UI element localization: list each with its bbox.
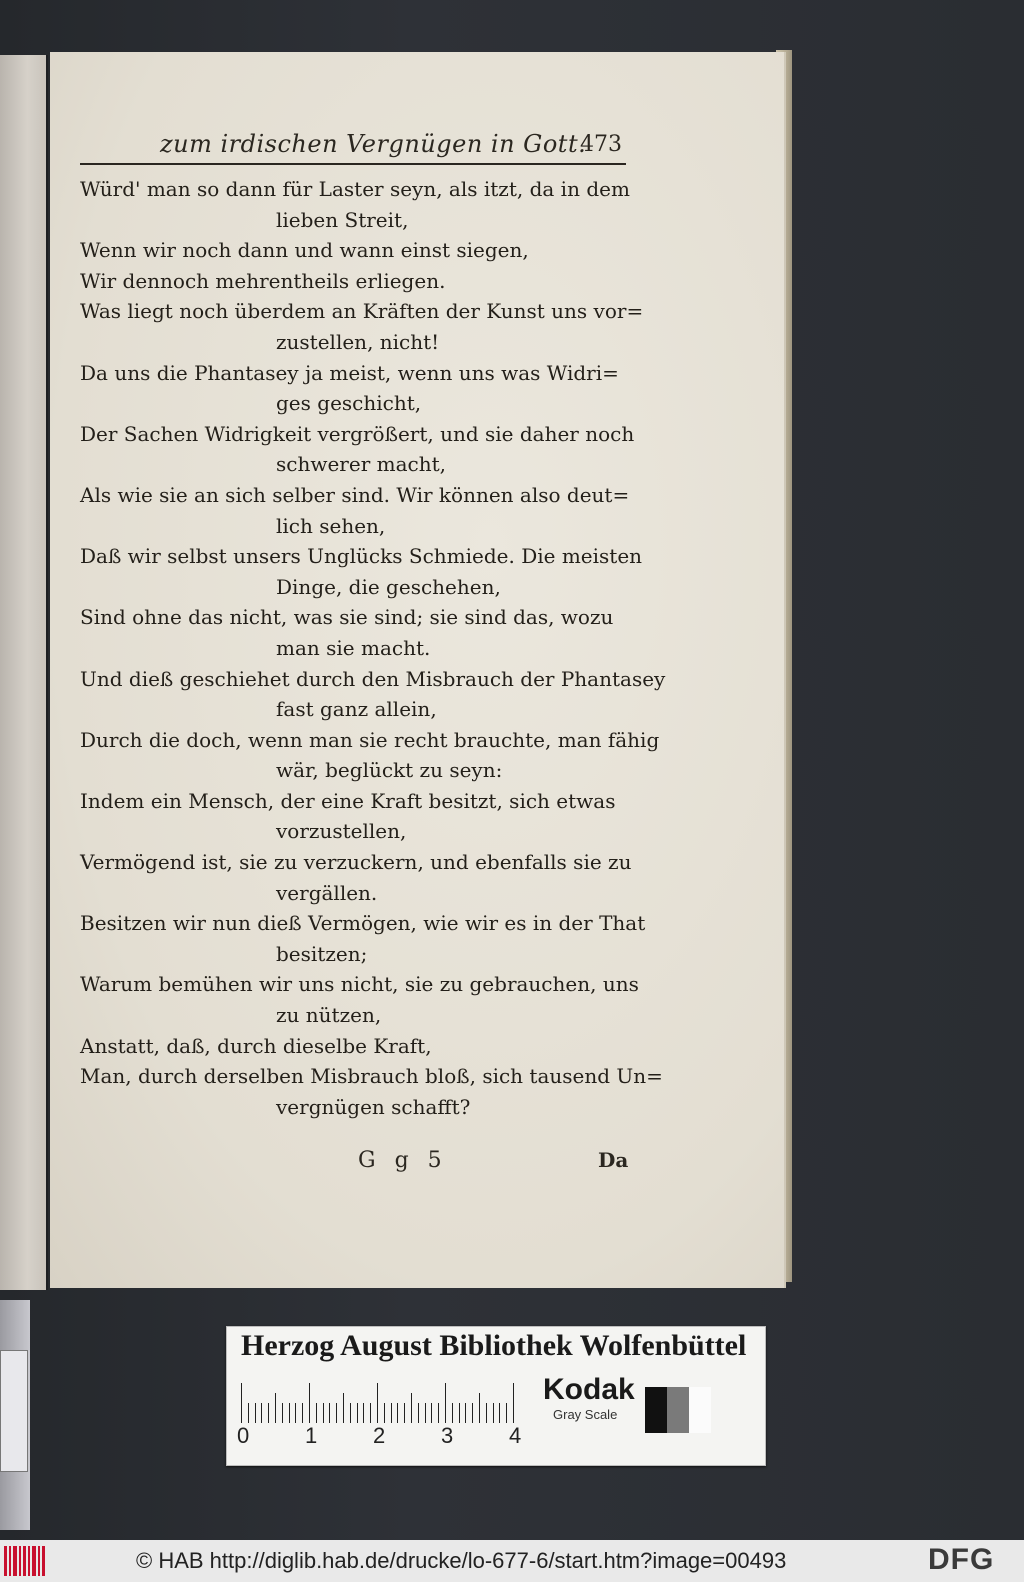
gray-scale-label: Gray Scale — [553, 1407, 618, 1422]
verse-line: Und dieß geschiehet durch den Misbrauch der Phantasey — [80, 666, 666, 691]
ruler-tick — [323, 1403, 324, 1423]
verse-line: Vermögend ist, sie zu verzuckern, und ebenfalls sie zu — [80, 850, 632, 875]
verse-line-continuation: zu nützen, — [276, 1003, 382, 1028]
ruler-tick — [404, 1403, 405, 1423]
verse-line-continuation: vergällen. — [276, 880, 378, 905]
ruler-tick — [363, 1403, 364, 1423]
verse-line-continuation: vergnügen schafft? — [276, 1094, 471, 1119]
ruler-tick — [350, 1403, 351, 1423]
ruler-tick — [479, 1393, 480, 1423]
verse-line: Würd' man so dann für Laster seyn, als itzt, da in dem — [80, 177, 630, 201]
ruler-tick — [438, 1403, 439, 1423]
swatch-gray — [667, 1387, 689, 1433]
kodak-logo: Kodak — [543, 1373, 635, 1406]
ruler-tick — [377, 1383, 378, 1423]
verse-line-continuation: vorzustellen, — [276, 819, 407, 844]
verse-line-continuation: wär, beglückt zu seyn: — [276, 758, 503, 783]
ruler-tick — [513, 1383, 514, 1423]
verse-line: Durch die doch, wenn man sie recht brauchte, man fähig — [80, 727, 660, 752]
verse-line: Sind ohne das nicht, was sie sind; sie sind das, wozu — [80, 605, 614, 630]
running-head: zum irdischen Vergnügen in Gott. — [160, 130, 587, 158]
ruler-number: 2 — [373, 1423, 386, 1448]
ruler-tick — [336, 1403, 337, 1423]
ruler-tick — [275, 1393, 276, 1423]
dfg-logo: DFG — [928, 1543, 995, 1576]
ruler-tick — [472, 1403, 473, 1423]
header-rule — [80, 163, 626, 165]
verse-text — [80, 174, 666, 1122]
ruler-number: 0 — [237, 1423, 250, 1448]
verse-line: Der Sachen Widrigkeit vergrößert, und sie daher noch — [80, 421, 635, 446]
ruler-number: 1 — [305, 1423, 318, 1448]
ruler-tick — [459, 1403, 460, 1423]
ruler-tick — [370, 1403, 371, 1423]
ruler-tick — [343, 1393, 344, 1423]
ruler-tick — [411, 1393, 412, 1423]
swatch-black — [645, 1387, 667, 1433]
ruler-number: 3 — [441, 1423, 454, 1448]
ruler-tick — [384, 1403, 385, 1423]
verse-line: Als wie sie an sich selber sind. Wir können also deut= — [80, 482, 630, 507]
ruler-tick — [248, 1403, 249, 1423]
verse-line-continuation: ges geschicht, — [276, 391, 422, 416]
ruler-tick — [445, 1383, 446, 1423]
ruler-tick — [316, 1403, 317, 1423]
verse-line: Indem ein Mensch, der eine Kraft besitzt, sich etwas — [80, 788, 616, 813]
verse-line: Besitzen wir nun dieß Vermögen, wie wir es in der That — [80, 911, 646, 936]
verse-line: Da uns die Phantasey ja meist, wenn uns was Widri= — [80, 360, 619, 385]
footer-credit-link[interactable]: © HAB http://diglib.hab.de/drucke/lo-677-6/start.htm?image=00493 — [136, 1548, 787, 1573]
card-title: Herzog August Bibliothek Wolfenbüttel — [241, 1329, 747, 1362]
ruler-tick — [261, 1403, 262, 1423]
ruler-numbers — [237, 1423, 537, 1453]
verse-line-continuation: besitzen; — [276, 941, 368, 966]
ruler-tick — [241, 1383, 242, 1423]
footer-bar — [0, 1540, 1024, 1582]
ruler-tick — [295, 1403, 296, 1423]
ruler-tick — [309, 1383, 310, 1423]
ruler-tick — [493, 1403, 494, 1423]
verse-line-continuation: schwerer macht, — [276, 452, 446, 477]
ruler-tick — [452, 1403, 453, 1423]
page-number: 473 — [580, 132, 622, 157]
verse-line-continuation: zustellen, nicht! — [276, 329, 440, 354]
ruler-tick — [391, 1403, 392, 1423]
verse-line-continuation: lieben Streit, — [276, 207, 409, 232]
verse-line: Anstatt, daß, durch dieselbe Kraft, — [80, 1033, 432, 1058]
ruler-tick — [431, 1403, 432, 1423]
ruler-number: 4 — [509, 1423, 522, 1448]
verse-line: Wenn wir noch dann und wann einst siegen, — [80, 238, 529, 263]
catchword: Da — [598, 1148, 629, 1172]
ruler-tick — [499, 1403, 500, 1423]
ruler-tick — [282, 1403, 283, 1423]
verse-line-continuation: lich sehen, — [276, 513, 386, 538]
ruler-tick — [302, 1403, 303, 1423]
left-strip-label — [0, 1350, 28, 1472]
adjacent-page-edge — [0, 55, 48, 1290]
verse-line: Was liegt noch überdem an Kräften der Kunst uns vor= — [80, 299, 644, 324]
ruler-tick — [425, 1403, 426, 1423]
barcode-logo — [4, 1546, 48, 1576]
verse-line-continuation: fast ganz allein, — [276, 697, 437, 722]
ruler-tick — [397, 1403, 398, 1423]
verse-line-continuation: Dinge, die geschehen, — [276, 574, 501, 599]
swatch-white — [689, 1387, 711, 1433]
verse-line: Man, durch derselben Misbrauch bloß, sich tausend Un= — [80, 1064, 663, 1089]
ruler-tick — [268, 1403, 269, 1423]
ruler-tick — [465, 1403, 466, 1423]
ruler-tick — [255, 1403, 256, 1423]
signature-mark: G g 5 — [358, 1148, 448, 1173]
verse-line-continuation: man sie macht. — [276, 635, 431, 660]
ruler — [241, 1377, 521, 1423]
color-calibration-card — [226, 1326, 766, 1466]
verse-line: Wir dennoch mehrentheils erliegen. — [80, 268, 446, 293]
verse-line: Daß wir selbst unsers Unglücks Schmiede. Die meisten — [80, 544, 643, 569]
gray-scale-swatches — [645, 1387, 711, 1433]
ruler-tick — [418, 1403, 419, 1423]
ruler-tick — [506, 1403, 507, 1423]
ruler-tick — [357, 1403, 358, 1423]
ruler-tick — [486, 1403, 487, 1423]
verse-line: Warum bemühen wir uns nicht, sie zu gebrauchen, uns — [80, 972, 639, 997]
ruler-tick — [289, 1403, 290, 1423]
ruler-tick — [329, 1403, 330, 1423]
